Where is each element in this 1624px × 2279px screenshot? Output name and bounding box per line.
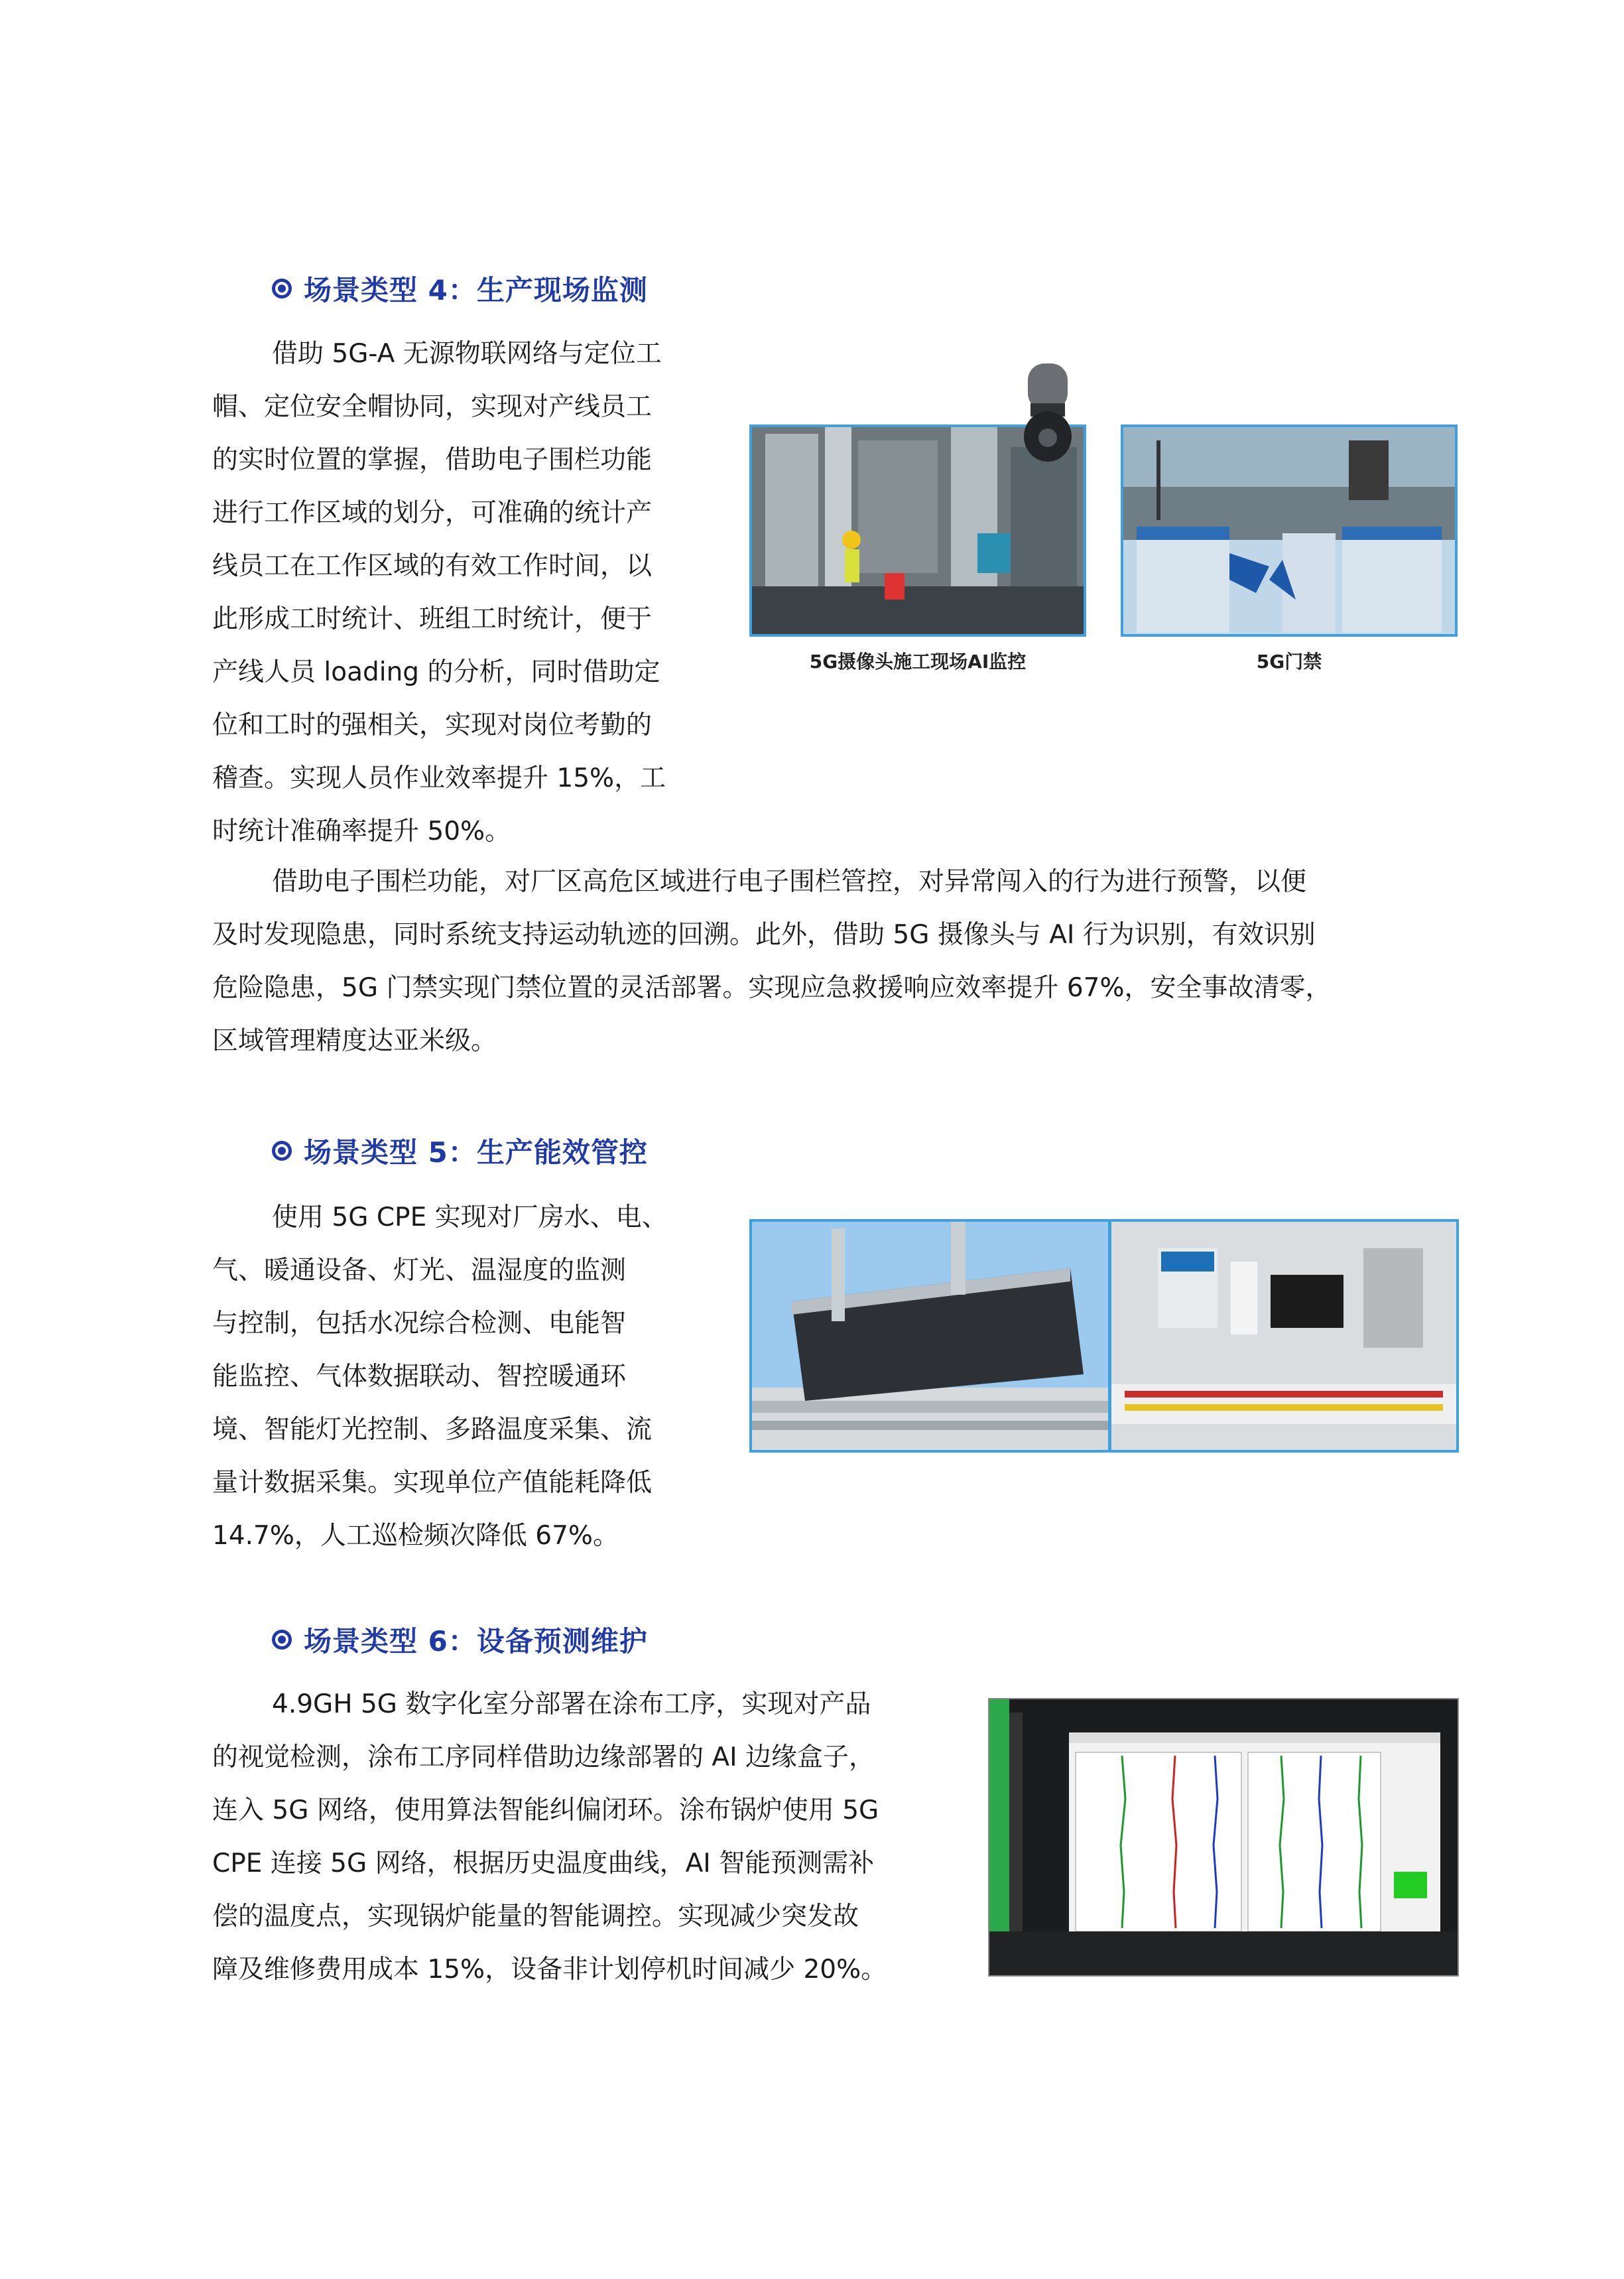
text-line: 气、暖通设备、灯光、温湿度的监测	[212, 1256, 627, 1285]
text-line: 借助电子围栏功能，对厂区高危区域进行电子围栏管控，对异常闯入的行为进行预警，以便	[272, 867, 1307, 897]
control-cabinet-photo	[1109, 1219, 1459, 1453]
text-line: 帽、定位安全帽协同，实现对产线员工	[212, 392, 653, 422]
text-line: 进行工作区域的划分，可准确的统计产	[212, 498, 653, 528]
figure-caption: 5G摄像头施工现场AI监控	[809, 651, 1027, 673]
text-line: 境、智能灯光控制、多路温度采集、流	[212, 1415, 653, 1445]
text-line: 量计数据采集。实现单位产值能耗降低	[212, 1468, 653, 1498]
heading-text: 场景类型 6：设备预测维护	[304, 1625, 648, 1658]
text-line: 时统计准确率提升 50%。	[212, 816, 511, 846]
heading-text: 场景类型 5：生产能效管控	[304, 1136, 648, 1169]
text-line: CPE 连接 5G 网络，根据历史温度曲线，AI 智能预测需补	[212, 1849, 875, 1878]
target-bullet-icon	[272, 1141, 292, 1161]
cooling-tower-photo	[749, 1219, 1111, 1453]
text-line: 能监控、气体数据联动、智控暖通环	[212, 1362, 627, 1392]
access-gate-photo	[1121, 424, 1458, 637]
text-line: 4.9GH 5G 数字化室分部署在涂布工序，实现对产品	[272, 1689, 871, 1719]
text-line: 产线人员 loading 的分析，同时借助定	[212, 657, 660, 687]
text-line: 线员工在工作区域的有效工作时间，以	[212, 551, 653, 581]
heading-text: 场景类型 4：生产现场监测	[304, 274, 648, 306]
text-line: 危险隐患，5G 门禁实现门禁位置的灵活部署。实现应急救援响应效率提升 67%，安全事故清零，	[212, 973, 1332, 1003]
section-4-paragraph-2	[212, 856, 1459, 1068]
figure-caption: 5G门禁	[1256, 651, 1322, 673]
text-line: 此形成工时统计、班组工时统计，便于	[212, 604, 653, 634]
section-heading-5	[272, 1128, 648, 1174]
text-line: 借助 5G-A 无源物联网络与定位工	[272, 339, 662, 369]
text-line: 的实时位置的掌握，借助电子围栏功能	[212, 445, 653, 475]
text-line: 区域管理精度达亚米级。	[212, 1026, 497, 1056]
text-line: 偿的温度点，实现锅炉能量的智能调控。实现减少突发故	[212, 1902, 859, 1931]
section-5-paragraph	[212, 1191, 729, 1563]
dome-camera-icon	[1021, 363, 1074, 463]
text-line: 及时发现隐患，同时系统支持运动轨迹的回溯。此外，借助 5G 摄像头与 AI 行为识别，有效识别	[212, 920, 1316, 950]
section-heading-6	[272, 1616, 648, 1663]
target-bullet-icon	[272, 279, 292, 298]
target-bullet-icon	[272, 1630, 292, 1650]
section-4-paragraph-1	[212, 328, 729, 858]
text-line: 的视觉检测，涂布工序同样借助边缘部署的 AI 边缘盒子，	[212, 1742, 875, 1772]
text-line: 位和工时的强相关，实现对岗位考勤的	[212, 710, 653, 740]
text-line: 障及维修费用成本 15%，设备非计划停机时间减少 20%。	[212, 1955, 887, 1985]
section-heading-4	[272, 265, 648, 312]
text-line: 与控制，包括水况综合检测、电能智	[212, 1309, 627, 1338]
section-6-paragraph	[212, 1678, 968, 1996]
text-line: 使用 5G CPE 实现对厂房水、电、	[272, 1203, 668, 1232]
text-line: 14.7%，人工巡检频次降低 67%。	[212, 1521, 619, 1551]
text-line: 稽查。实现人员作业效率提升 15%，工	[212, 763, 666, 793]
inspection-software-screenshot	[988, 1698, 1459, 1977]
text-line: 连入 5G 网络，使用算法智能纠偏闭环。涂布锅炉使用 5G	[212, 1795, 879, 1825]
